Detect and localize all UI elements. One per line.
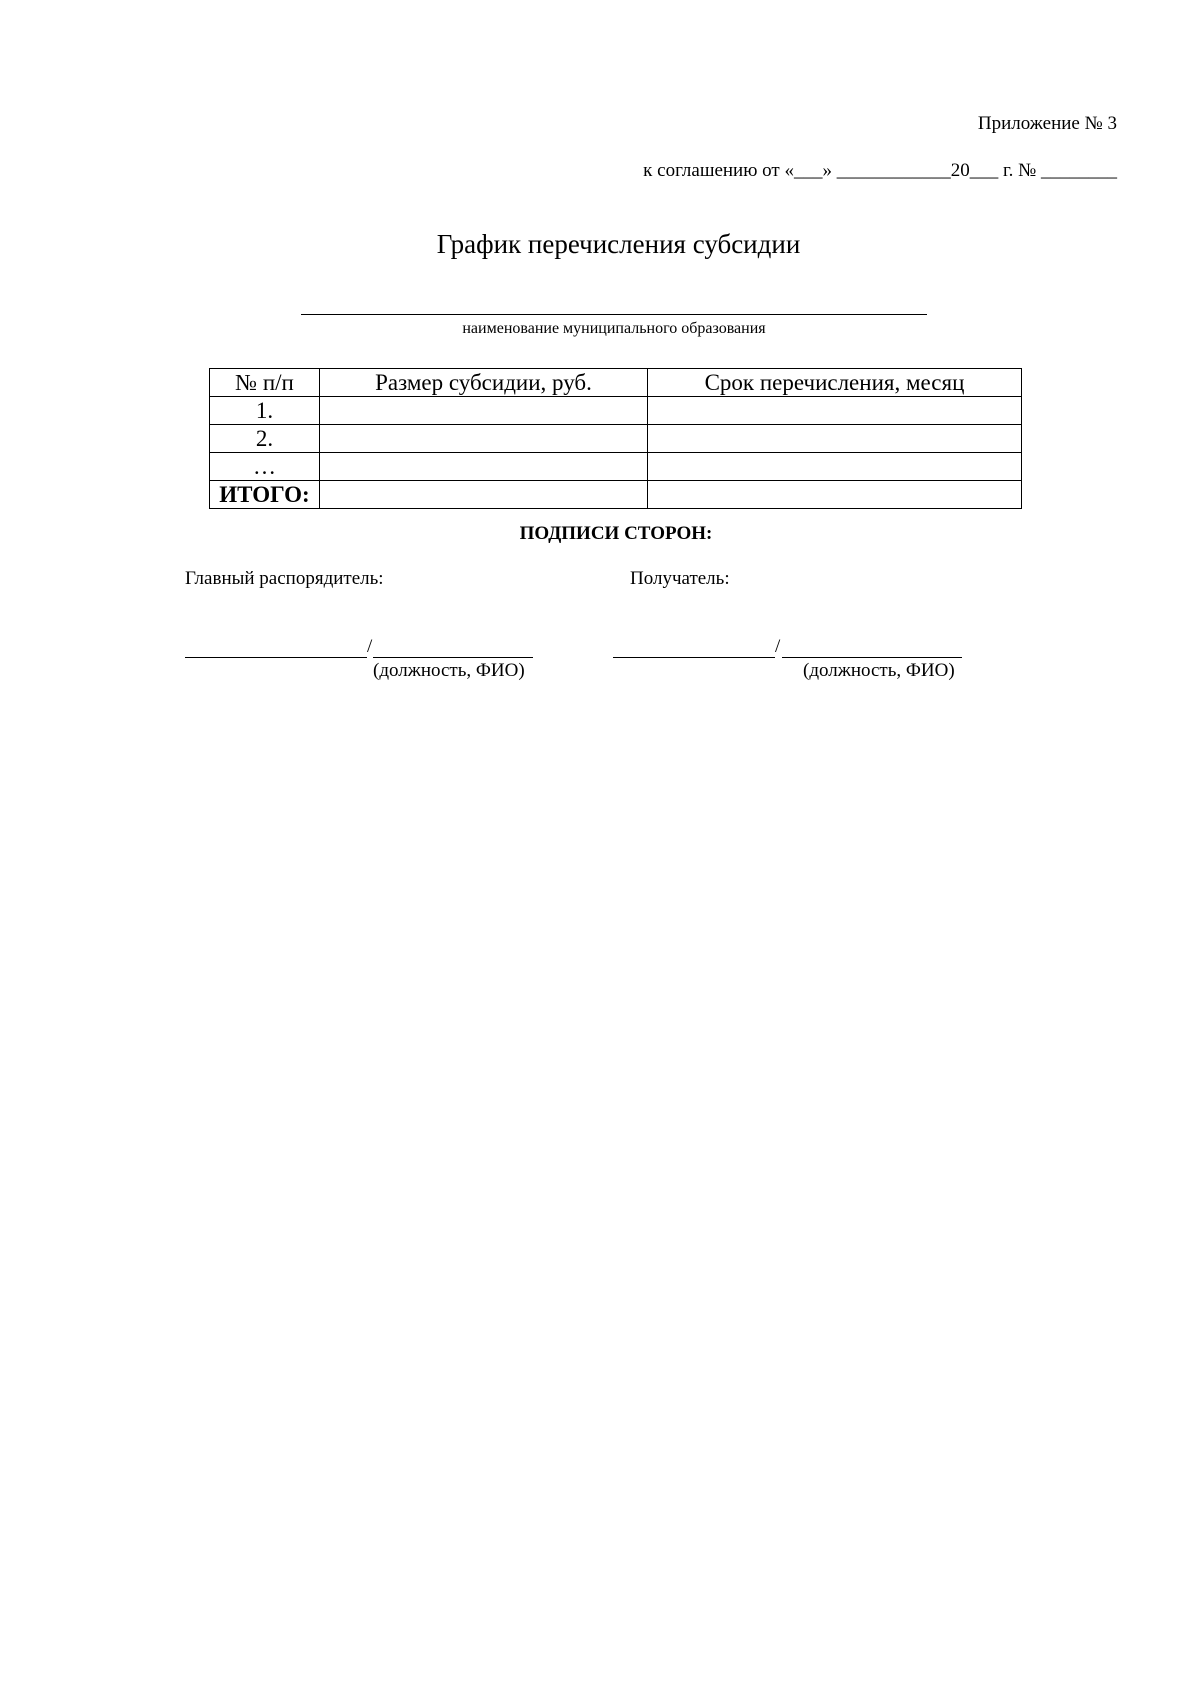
municipality-caption: наименование муниципального образования	[462, 320, 766, 337]
table-row	[210, 397, 1022, 425]
header-period: Срок перечисления, месяц	[648, 369, 1022, 397]
appendix-label: Приложение № 3	[977, 113, 1117, 134]
right-name-line	[782, 657, 962, 658]
table-row	[210, 453, 1022, 481]
signatures-heading: ПОДПИСИ СТОРОН:	[519, 523, 713, 544]
row-amount	[320, 397, 648, 425]
left-signature-caption: (должность, ФИО)	[373, 660, 525, 681]
left-name-line	[373, 657, 533, 658]
row-number: …	[210, 453, 320, 481]
total-label: ИТОГО:	[210, 481, 320, 509]
right-signature-slash: /	[775, 636, 781, 657]
left-signature-slash: /	[367, 636, 373, 657]
table-row	[210, 425, 1022, 453]
right-signature-caption: (должность, ФИО)	[803, 660, 955, 681]
table-total-row	[210, 481, 1022, 509]
chief-administrator-label: Главный распорядитель:	[185, 568, 384, 589]
row-number: 2.	[210, 425, 320, 453]
total-amount	[320, 481, 648, 509]
row-amount	[320, 425, 648, 453]
row-period	[648, 453, 1022, 481]
row-number: 1.	[210, 397, 320, 425]
municipality-blank-line	[301, 314, 927, 315]
row-period	[648, 397, 1022, 425]
table-header-row	[210, 369, 1022, 397]
row-amount	[320, 453, 648, 481]
row-period	[648, 425, 1022, 453]
header-amount: Размер субсидии, руб.	[320, 369, 648, 397]
agreement-reference: к соглашению от «___» ____________20___ г. № ________	[643, 160, 1117, 181]
subsidy-schedule-table	[209, 368, 1022, 509]
header-number: № п/п	[210, 369, 320, 397]
recipient-label: Получатель:	[630, 568, 730, 589]
right-signature-line	[613, 657, 775, 658]
left-signature-line	[185, 657, 367, 658]
document-title: График перечисления субсидии	[436, 229, 801, 259]
total-period	[648, 481, 1022, 509]
